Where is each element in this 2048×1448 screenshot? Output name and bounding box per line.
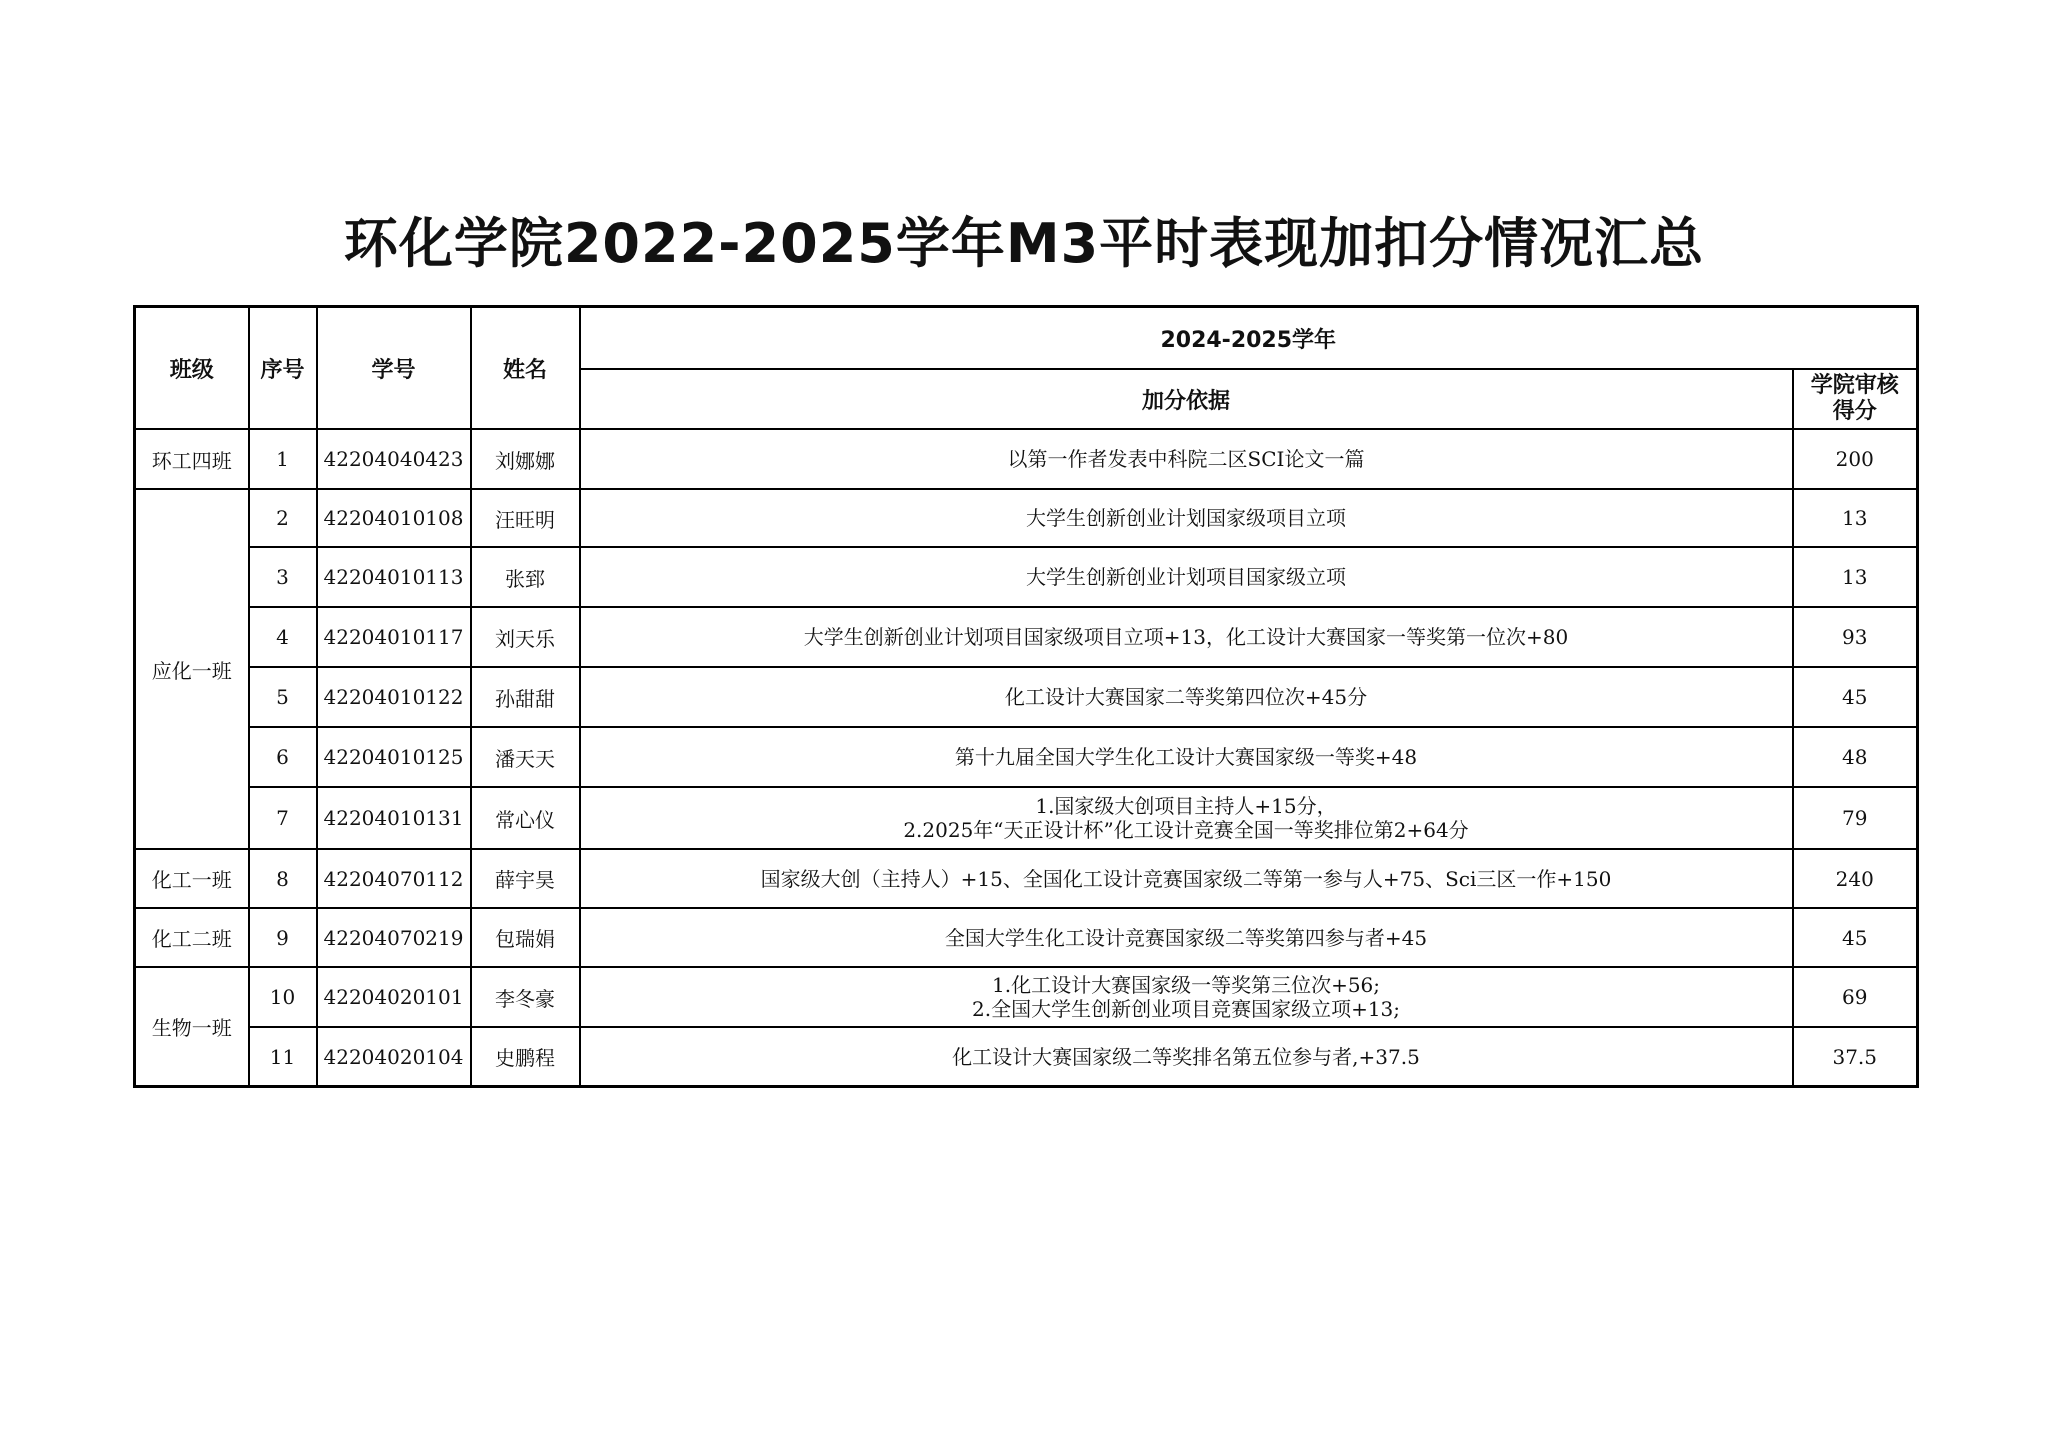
bonus-basis-line: 2.2025年“天正设计杯”化工设计竞赛全国一等奖排位第2+64分 bbox=[903, 818, 1469, 842]
document-title: 环化学院2022-2025学年M3平时表现加扣分情况汇总 bbox=[343, 212, 1705, 275]
score-cell: 45 bbox=[1793, 667, 1918, 727]
seq-cell: 11 bbox=[249, 1027, 317, 1087]
table-row bbox=[135, 1027, 1918, 1087]
seq-cell: 5 bbox=[249, 667, 317, 727]
name-cell: 李冬豪 bbox=[471, 967, 580, 1027]
class-cell: 化工一班 bbox=[135, 849, 249, 908]
seq-cell: 3 bbox=[249, 547, 317, 607]
seq-cell: 9 bbox=[249, 908, 317, 967]
seq-cell: 1 bbox=[249, 429, 317, 489]
bonus-basis-cell bbox=[580, 607, 1793, 667]
table-row bbox=[135, 967, 1918, 1027]
student-id-cell: 42204020104 bbox=[317, 1027, 471, 1087]
student-id-cell: 42204040423 bbox=[317, 429, 471, 489]
bonus-basis-cell bbox=[580, 489, 1793, 547]
bonus-basis-line: 全国大学生化工设计竞赛国家级二等奖第四参与者+45 bbox=[944, 925, 1428, 950]
score-cell: 45 bbox=[1793, 908, 1918, 967]
bonus-basis-line: 大学生创新创业计划项目国家级项目立项+13，化工设计大赛国家一等奖第一位次+80 bbox=[803, 625, 1569, 649]
table-row bbox=[135, 667, 1918, 727]
table-row bbox=[135, 727, 1918, 787]
name-cell: 汪旺明 bbox=[471, 489, 580, 547]
bonus-basis-line: 1.化工设计大赛国家级一等奖第三位次+56; bbox=[991, 973, 1381, 997]
student-id-cell: 42204070219 bbox=[317, 908, 471, 967]
header-score-line2: 得分 bbox=[1832, 399, 1877, 424]
header-bonus-basis: 加分依据 bbox=[580, 369, 1793, 429]
table-row bbox=[135, 489, 1918, 547]
class-cell: 环工四班 bbox=[135, 429, 249, 489]
score-cell: 240 bbox=[1793, 849, 1918, 908]
name-cell: 张郅 bbox=[471, 547, 580, 607]
name-cell: 潘天天 bbox=[471, 727, 580, 787]
name-cell: 史鹏程 bbox=[471, 1027, 580, 1087]
student-id-cell: 42204010122 bbox=[317, 667, 471, 727]
header-academic-year: 2024-2025学年 bbox=[580, 307, 1918, 370]
name-cell: 刘天乐 bbox=[471, 607, 580, 667]
header-class: 班级 bbox=[135, 307, 249, 430]
bonus-basis-line: 第十九届全国大学生化工设计大赛国家级一等奖+48 bbox=[954, 745, 1418, 769]
header-seq: 序号 bbox=[249, 307, 317, 430]
seq-cell: 8 bbox=[249, 849, 317, 908]
header-row bbox=[135, 307, 1918, 370]
header-student-id: 学号 bbox=[317, 307, 471, 430]
student-id-cell: 42204070112 bbox=[317, 849, 471, 908]
score-cell: 13 bbox=[1793, 489, 1918, 547]
bonus-basis-cell bbox=[580, 967, 1793, 1027]
table-row bbox=[135, 547, 1918, 607]
seq-cell: 7 bbox=[249, 787, 317, 849]
seq-cell: 2 bbox=[249, 489, 317, 547]
class-cell: 化工二班 bbox=[135, 908, 249, 967]
bonus-basis-line: 国家级大创（主持人）+15、全国化工设计竞赛国家级二等第一参与人+75、Sci三区一作+150 bbox=[760, 866, 1612, 891]
table-row bbox=[135, 787, 1918, 849]
name-cell: 薛宇昊 bbox=[471, 849, 580, 908]
score-cell: 79 bbox=[1793, 787, 1918, 849]
score-cell: 48 bbox=[1793, 727, 1918, 787]
score-summary-table bbox=[133, 305, 1919, 1088]
table-row bbox=[135, 607, 1918, 667]
bonus-basis-line: 化工设计大赛国家二等奖第四位次+45分 bbox=[1004, 685, 1368, 709]
table-body bbox=[135, 429, 1918, 1087]
seq-cell: 10 bbox=[249, 967, 317, 1027]
score-cell: 13 bbox=[1793, 547, 1918, 607]
score-cell: 37.5 bbox=[1793, 1027, 1918, 1087]
header-score-line1: 学院审核 bbox=[1810, 373, 1899, 398]
bonus-basis-cell bbox=[580, 1027, 1793, 1087]
table-row bbox=[135, 429, 1918, 489]
bonus-basis-cell bbox=[580, 667, 1793, 727]
name-cell: 孙甜甜 bbox=[471, 667, 580, 727]
score-cell: 69 bbox=[1793, 967, 1918, 1027]
bonus-basis-line: 2.全国大学生创新创业项目竞赛国家级立项+13; bbox=[971, 997, 1401, 1021]
name-cell: 刘娜娜 bbox=[471, 429, 580, 489]
student-id-cell: 42204010113 bbox=[317, 547, 471, 607]
student-id-cell: 42204010117 bbox=[317, 607, 471, 667]
score-cell: 200 bbox=[1793, 429, 1918, 489]
bonus-basis-cell bbox=[580, 429, 1793, 489]
bonus-basis-line: 大学生创新创业计划国家级项目立项 bbox=[1026, 506, 1346, 530]
bonus-basis-line: 化工设计大赛国家级二等奖排名第五位参与者,+37.5 bbox=[952, 1044, 1420, 1069]
bonus-basis-line: 1.国家级大创项目主持人+15分， bbox=[1035, 794, 1337, 818]
table-row bbox=[135, 908, 1918, 967]
header-name: 姓名 bbox=[471, 307, 580, 430]
bonus-basis-line: 大学生创新创业计划项目国家级立项 bbox=[1026, 565, 1346, 589]
class-cell: 生物一班 bbox=[135, 967, 249, 1087]
header-score bbox=[1793, 369, 1918, 429]
bonus-basis-cell bbox=[580, 849, 1793, 908]
bonus-basis-cell bbox=[580, 908, 1793, 967]
name-cell: 常心仪 bbox=[471, 787, 580, 849]
seq-cell: 4 bbox=[249, 607, 317, 667]
seq-cell: 6 bbox=[249, 727, 317, 787]
name-cell: 包瑞娟 bbox=[471, 908, 580, 967]
student-id-cell: 42204020101 bbox=[317, 967, 471, 1027]
bonus-basis-cell bbox=[580, 727, 1793, 787]
student-id-cell: 42204010125 bbox=[317, 727, 471, 787]
class-cell: 应化一班 bbox=[135, 489, 249, 849]
student-id-cell: 42204010108 bbox=[317, 489, 471, 547]
bonus-basis-cell bbox=[580, 547, 1793, 607]
table-row bbox=[135, 849, 1918, 908]
student-id-cell: 42204010131 bbox=[317, 787, 471, 849]
bonus-basis-cell bbox=[580, 787, 1793, 849]
score-cell: 93 bbox=[1793, 607, 1918, 667]
bonus-basis-line: 以第一作者发表中科院二区SCI论文一篇 bbox=[1007, 447, 1365, 471]
